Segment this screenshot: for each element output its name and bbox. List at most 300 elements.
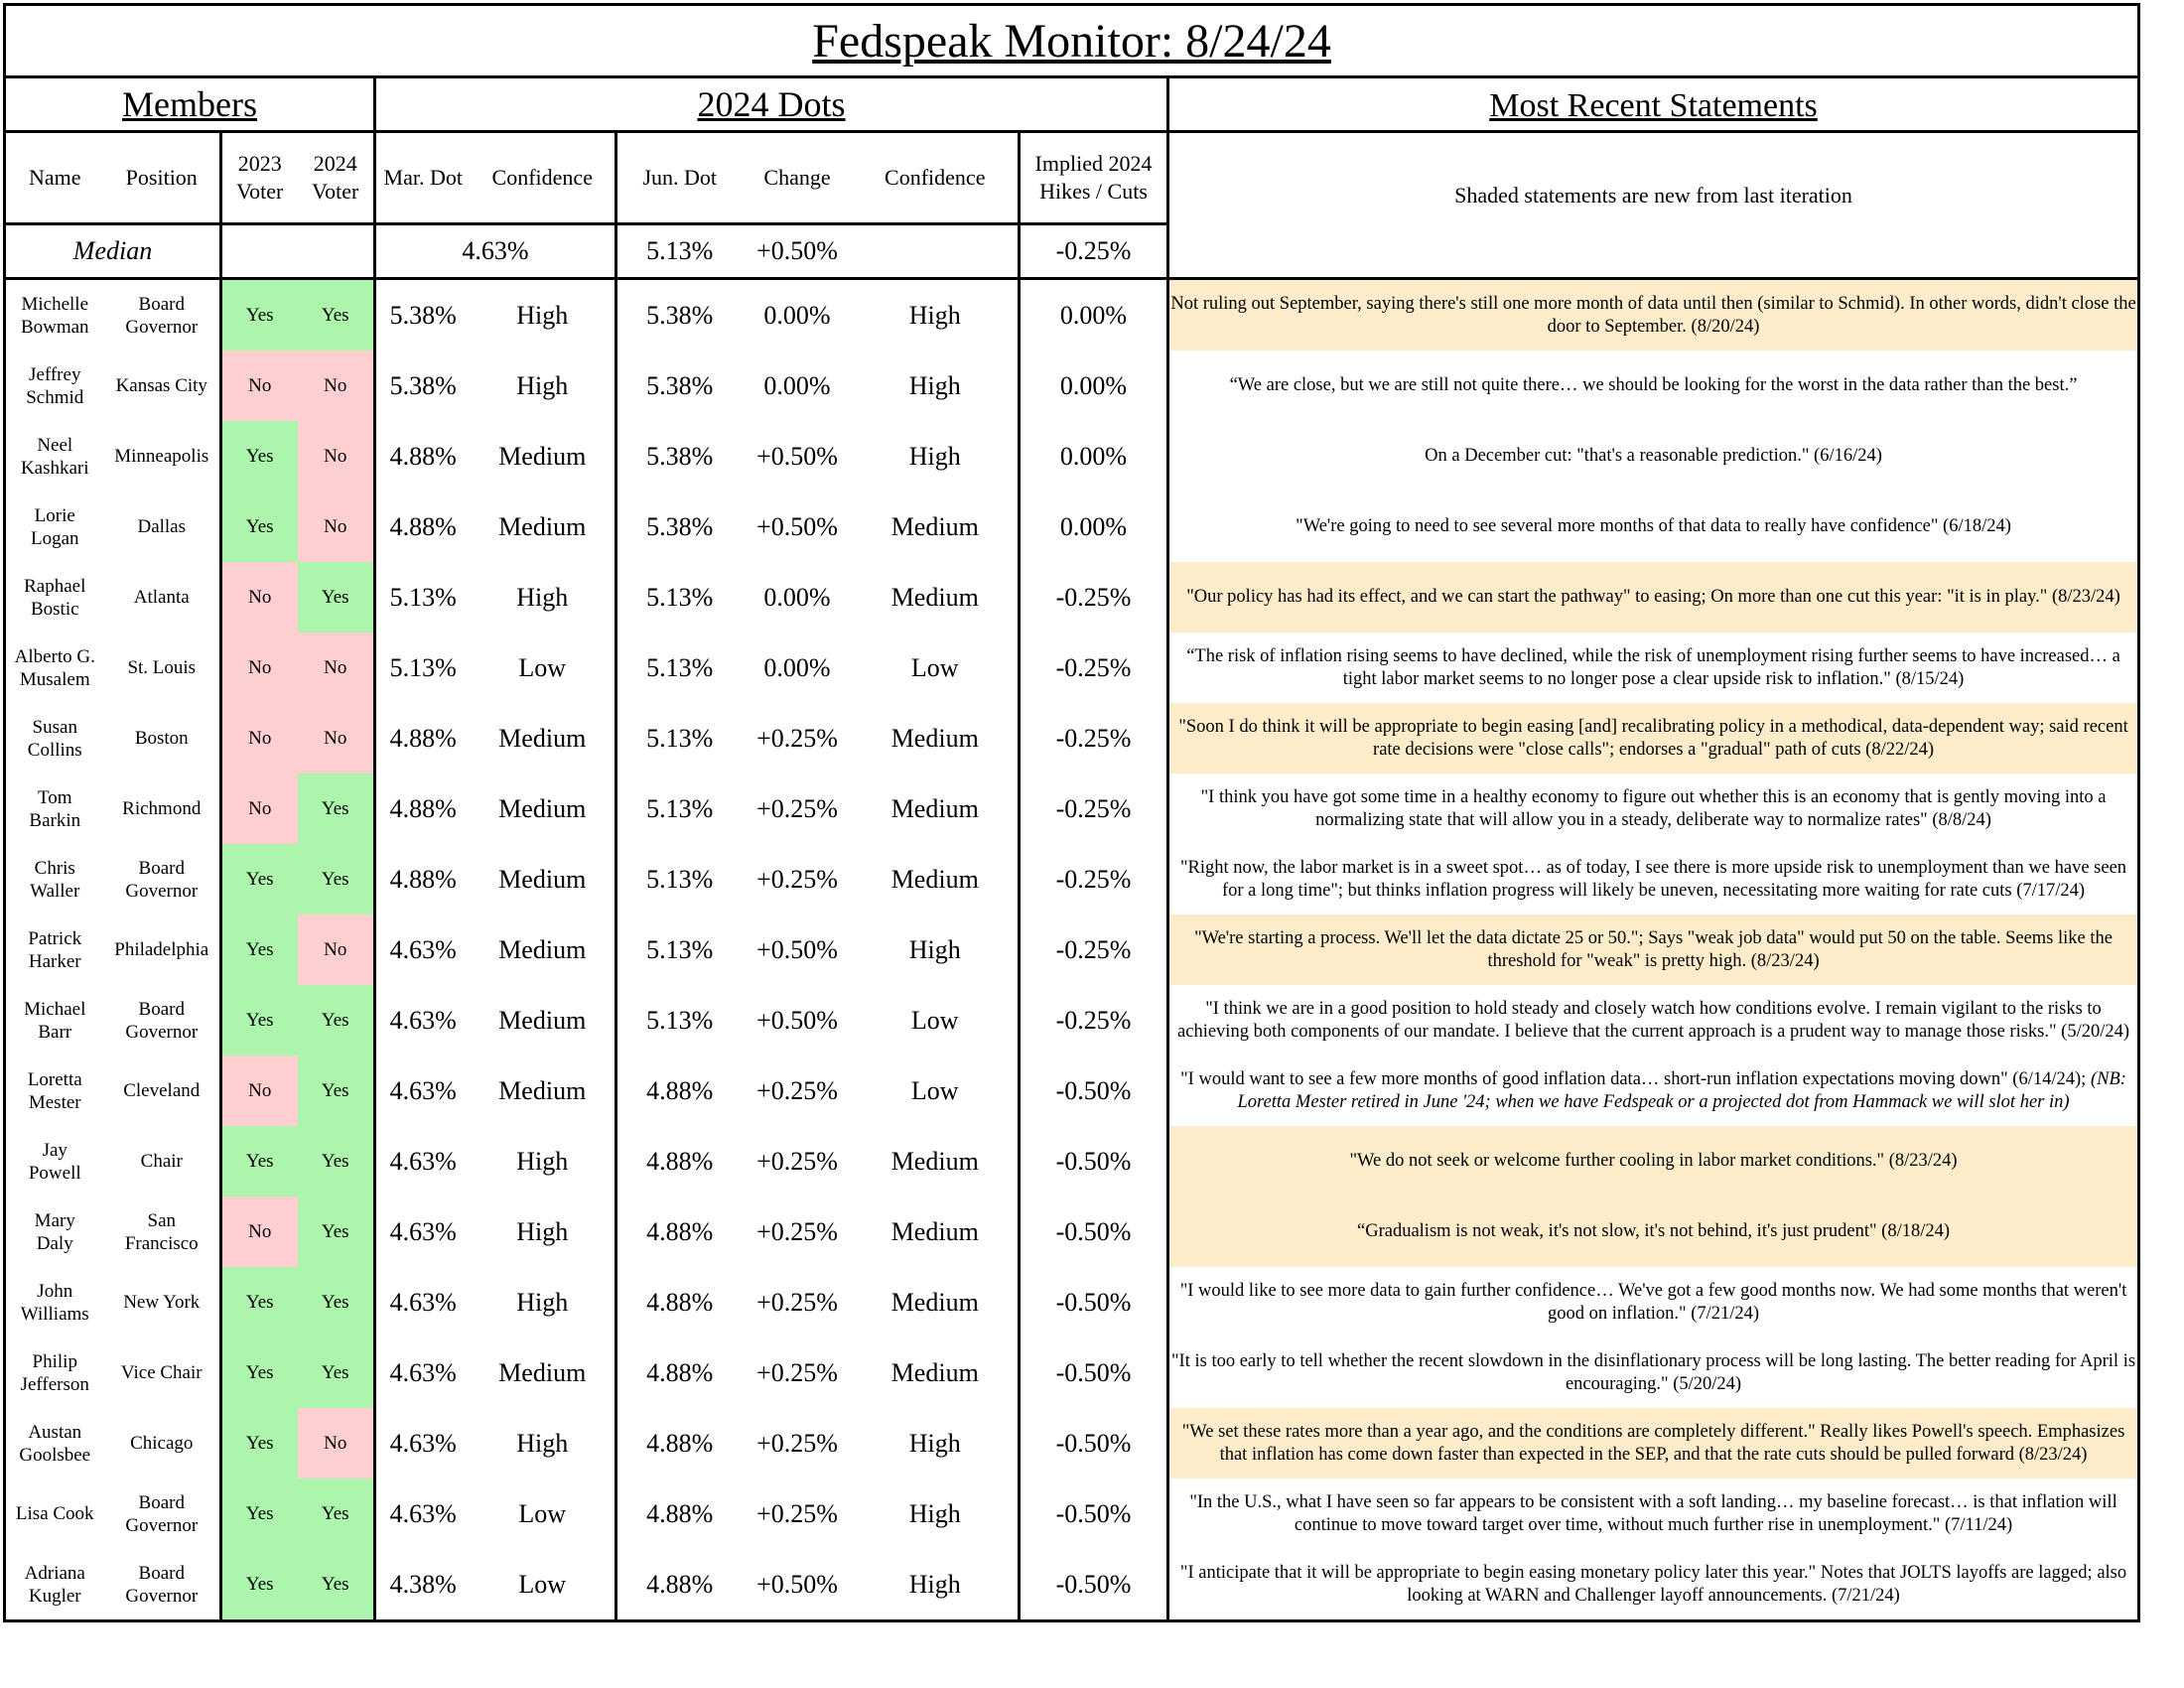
- member-jun-dot: 5.13%: [616, 633, 743, 703]
- member-statement: [1168, 1549, 2139, 1621]
- member-mar-confidence: Low: [471, 633, 616, 703]
- member-statement: [1168, 492, 2139, 562]
- member-position: [104, 844, 221, 914]
- statement-text: "I anticipate that it will be appropriate to begin easing monetary policy later this year." Notes that JOLTS layoffs are lagged; also looking at WARN and Challenger layoff announcements. (7/21/24): [1179, 1562, 2127, 1606]
- member-row: [5, 703, 2139, 774]
- member-2023-voter: No: [221, 703, 298, 774]
- member-jun-dot: 4.88%: [616, 1549, 743, 1621]
- member-jun-dot: 4.88%: [616, 1126, 743, 1196]
- member-2024-voter: No: [298, 492, 375, 562]
- member-2024-voter: No: [298, 703, 375, 774]
- member-position-line: Richmond: [122, 798, 202, 819]
- member-change: +0.25%: [756, 793, 838, 823]
- member-2024-voter: No: [298, 351, 375, 421]
- statement-text: Not ruling out September, saying there's still one more month of data until then (similar to Schmid). In other words, didn't close the door to September. (8/20/24): [1170, 293, 2136, 337]
- member-statement: [1168, 703, 2139, 774]
- member-statement: [1168, 774, 2139, 844]
- member-row: [5, 1267, 2139, 1337]
- member-name-line: Adriana: [24, 1562, 85, 1584]
- member-position-line: Francisco: [124, 1232, 199, 1254]
- member-row: [5, 1055, 2139, 1126]
- member-implied: -0.50%: [1020, 1055, 1168, 1126]
- member-implied: -0.50%: [1020, 1478, 1168, 1549]
- member-implied: -0.25%: [1020, 844, 1168, 914]
- member-2023-voter: Yes: [221, 914, 298, 985]
- member-2023-voter: Yes: [221, 1549, 298, 1621]
- member-change: +0.25%: [756, 723, 838, 753]
- member-row: [5, 492, 2139, 562]
- member-change: +0.50%: [756, 1005, 838, 1035]
- member-2024-voter: No: [298, 914, 375, 985]
- member-jun-confidence: High: [853, 279, 1020, 352]
- member-position-line: Board: [138, 1491, 185, 1513]
- statement-text: "We do not seek or welcome further cooling in labor market conditions." (8/23/24): [1349, 1151, 1958, 1171]
- member-mar-dot: 4.63%: [375, 1196, 471, 1267]
- member-position: [104, 492, 221, 562]
- member-name-line: Daly: [36, 1232, 73, 1254]
- member-change: +0.50%: [756, 441, 838, 471]
- member-2023-voter: Yes: [221, 1337, 298, 1408]
- member-name: [5, 492, 104, 562]
- member-2024-voter: Yes: [298, 279, 375, 352]
- member-position: [104, 351, 221, 421]
- member-implied: -0.25%: [1020, 633, 1168, 703]
- member-2023-voter: No: [221, 1196, 298, 1267]
- member-position-line: Boston: [134, 728, 189, 749]
- member-mar-confidence: High: [471, 279, 616, 352]
- member-position-line: Kansas City: [115, 375, 207, 396]
- statements-note: Shaded statements are new from last iteration: [1168, 132, 2139, 279]
- member-name-line: Mary: [34, 1209, 75, 1231]
- member-jun-confidence: High: [853, 1549, 1020, 1621]
- member-position-line: New York: [123, 1292, 201, 1313]
- header-2023-voter: 2023 Voter: [221, 132, 298, 224]
- member-change: +0.50%: [743, 1549, 853, 1621]
- member-2024-voter: No: [298, 633, 375, 703]
- member-position: [104, 985, 221, 1055]
- member-name-line: Barr: [38, 1021, 72, 1043]
- member-name-line: Bostic: [30, 598, 79, 620]
- member-2023-voter: Yes: [221, 492, 298, 562]
- member-2023-voter: Yes: [221, 844, 298, 914]
- member-2023-voter: Yes: [221, 985, 298, 1055]
- member-jun-confidence: Low: [853, 633, 1020, 703]
- member-implied: -0.50%: [1020, 1337, 1168, 1408]
- member-position-line: Governor: [125, 1514, 199, 1536]
- header-position: Position: [104, 132, 221, 224]
- member-position: [104, 703, 221, 774]
- header-2024-voter: 2024 Voter: [298, 132, 375, 224]
- member-position: [104, 1267, 221, 1337]
- member-row: [5, 351, 2139, 421]
- member-implied: 0.00%: [1020, 492, 1168, 562]
- member-name: [5, 1055, 104, 1126]
- member-change: 0.00%: [763, 582, 831, 612]
- member-rows: [5, 279, 2139, 1621]
- member-position: [104, 421, 221, 492]
- member-position-line: Vice Chair: [120, 1362, 203, 1383]
- member-mar-confidence: Medium: [471, 421, 616, 492]
- member-change: 0.00%: [743, 279, 853, 352]
- member-2024-voter: Yes: [298, 1337, 375, 1408]
- member-position-line: Governor: [125, 880, 199, 902]
- member-implied: 0.00%: [1020, 421, 1168, 492]
- member-name: [5, 1196, 104, 1267]
- member-2023-voter: No: [221, 633, 298, 703]
- member-mar-dot: 5.38%: [375, 351, 471, 421]
- member-jun-confidence: Medium: [853, 1337, 1020, 1408]
- member-2024-voter: Yes: [298, 562, 375, 633]
- statement-text: "We're starting a process. We'll let the data dictate 25 or 50."; Says "weak job data" would put 50 on the table. Seems like the threshold for "weak" is pretty high. (8/23/24): [1194, 927, 2113, 971]
- header-implied: Implied 2024 Hikes / Cuts: [1020, 132, 1168, 224]
- member-position-line: Cleveland: [123, 1080, 201, 1101]
- member-statement: [1168, 1126, 2139, 1196]
- member-jun-confidence: High: [853, 1478, 1020, 1549]
- median-label: Median: [5, 224, 221, 279]
- member-name: [5, 421, 104, 492]
- member-implied: 0.00%: [1020, 279, 1168, 352]
- median-change: +0.50%: [743, 224, 853, 279]
- member-jun-dot: 5.13%: [616, 844, 743, 914]
- member-position: [104, 1408, 221, 1478]
- statement-text: "I would like to see more data to gain further confidence… We've got a few good months now. We had some months that weren't good on inflation." (7/21/24): [1179, 1280, 2127, 1324]
- member-change: +0.25%: [756, 1216, 838, 1246]
- member-mar-confidence: Medium: [471, 985, 616, 1055]
- header-change: Change: [743, 132, 853, 224]
- member-mar-confidence: Medium: [471, 844, 616, 914]
- member-2023-voter: No: [221, 351, 298, 421]
- member-name: [5, 1337, 104, 1408]
- member-2023-voter: Yes: [221, 1267, 298, 1337]
- member-position-line: Governor: [125, 1021, 199, 1043]
- member-2024-voter: Yes: [298, 1549, 375, 1621]
- member-name-line: Collins: [27, 739, 82, 761]
- member-jun-dot: 5.13%: [616, 562, 743, 633]
- member-mar-confidence: Medium: [471, 1055, 616, 1126]
- member-name-line: Neel: [37, 434, 73, 456]
- header-mar-dot: Mar. Dot: [375, 132, 471, 224]
- member-2024-voter: No: [298, 421, 375, 492]
- member-name-line: Philip: [32, 1350, 77, 1372]
- member-position: [104, 633, 221, 703]
- member-position: [104, 1055, 221, 1126]
- member-implied: -0.25%: [1020, 703, 1168, 774]
- member-2024-voter: No: [298, 1408, 375, 1478]
- member-position: [104, 914, 221, 985]
- member-jun-dot: 5.38%: [616, 421, 743, 492]
- member-mar-confidence: High: [471, 1196, 616, 1267]
- member-row: [5, 562, 2139, 633]
- fedspeak-monitor: [3, 3, 2137, 1681]
- member-mar-dot: 5.13%: [375, 633, 471, 703]
- member-implied: 0.00%: [1020, 351, 1168, 421]
- member-2023-voter: Yes: [221, 279, 298, 352]
- member-position: [104, 1126, 221, 1196]
- member-position-line: Minneapolis: [114, 446, 209, 467]
- member-jun-confidence: Low: [853, 985, 1020, 1055]
- member-mar-confidence: Medium: [471, 703, 616, 774]
- member-jun-dot: 4.88%: [616, 1408, 743, 1478]
- member-position: [104, 774, 221, 844]
- member-position-line: Board: [138, 293, 185, 315]
- member-mar-dot: 4.88%: [375, 492, 471, 562]
- member-mar-dot: 4.63%: [375, 1408, 471, 1478]
- member-row: [5, 1126, 2139, 1196]
- statement-text: On a December cut: "that's a reasonable prediction." (6/16/24): [1425, 446, 1882, 466]
- member-row: [5, 1478, 2139, 1549]
- member-position-line: Atlanta: [133, 587, 190, 608]
- member-name-line: Raphael: [24, 575, 86, 597]
- member-jun-dot: 4.88%: [616, 1478, 743, 1549]
- member-name-line: Williams: [20, 1303, 89, 1325]
- member-mar-confidence: Medium: [471, 914, 616, 985]
- member-change: +0.25%: [756, 1428, 838, 1458]
- member-name-line: Austan: [28, 1421, 82, 1443]
- statement-text: "It is too early to tell whether the recent slowdown in the disinflationary process will be long lasting. The better reading for April is encouraging." (5/20/24): [1171, 1350, 2136, 1394]
- statement-text: “The risk of inflation rising seems to have declined, while the risk of unemployment rising further seems to have increased… a tight labor market seems to no longer pose a clear upside risk to inflation." (8/15/24): [1186, 645, 2120, 689]
- statement-text: "I would want to see a few more months of good inflation data… short-run inflation expectations moving down" (6/14/24);: [1180, 1068, 2091, 1089]
- member-statement: [1168, 633, 2139, 703]
- member-name-line: Mester: [28, 1091, 81, 1113]
- member-name: [5, 633, 104, 703]
- header-jun-confidence: Confidence: [853, 132, 1020, 224]
- member-position-line: Philadelphia: [114, 939, 209, 960]
- member-name: [5, 914, 104, 985]
- member-statement: [1168, 421, 2139, 492]
- header-jun-dot: Jun. Dot: [616, 132, 743, 224]
- member-implied: -0.50%: [1020, 1126, 1168, 1196]
- member-mar-dot: 4.88%: [375, 421, 471, 492]
- member-mar-dot: 5.13%: [375, 562, 471, 633]
- member-row: [5, 774, 2139, 844]
- member-2024-voter: Yes: [298, 844, 375, 914]
- member-2023-voter: Yes: [221, 1126, 298, 1196]
- member-jun-confidence: Medium: [853, 844, 1020, 914]
- member-mar-confidence: High: [471, 1126, 616, 1196]
- member-name-line: Loretta: [27, 1068, 82, 1090]
- member-2024-voter: Yes: [298, 774, 375, 844]
- member-row: [5, 844, 2139, 914]
- member-name: [5, 562, 104, 633]
- member-jun-dot: 4.88%: [616, 1267, 743, 1337]
- member-position-line: San: [147, 1209, 176, 1231]
- member-name-line: Goolsbee: [19, 1444, 91, 1466]
- member-change: +0.50%: [756, 934, 838, 964]
- page-title: Fedspeak Monitor: 8/24/24: [5, 5, 2139, 77]
- member-statement: [1168, 1055, 2139, 1126]
- member-position-line: Governor: [125, 1585, 199, 1607]
- member-change: +0.25%: [756, 1357, 838, 1387]
- member-mar-confidence: High: [471, 351, 616, 421]
- member-change: +0.25%: [756, 1498, 838, 1528]
- member-jun-confidence: Medium: [853, 562, 1020, 633]
- section-members: Members: [5, 77, 375, 132]
- member-jun-confidence: High: [853, 421, 1020, 492]
- member-name-line: Barkin: [29, 809, 81, 831]
- member-name: [5, 1126, 104, 1196]
- member-mar-dot: 4.63%: [375, 1478, 471, 1549]
- member-jun-confidence: Medium: [853, 1196, 1020, 1267]
- member-name-line: Kugler: [28, 1585, 81, 1607]
- member-name-line: Harker: [28, 950, 81, 972]
- member-name-line: Michael: [24, 998, 86, 1020]
- member-statement: [1168, 914, 2139, 985]
- member-position-line: Dallas: [137, 516, 187, 537]
- median-implied: -0.25%: [1020, 224, 1168, 279]
- statement-text: "We're going to need to see several more months of that data to really have confidence" (6/18/24): [1296, 516, 2011, 536]
- statement-note: (NB: Loretta Mester retired in June '24; when we have Fedspeak or a projected dot from Hammack we will slot her in): [1237, 1068, 2126, 1112]
- member-statement: [1168, 562, 2139, 633]
- member-change: +0.25%: [756, 1146, 838, 1176]
- member-name-line: Kashkari: [20, 457, 89, 479]
- member-jun-dot: 5.38%: [616, 492, 743, 562]
- member-row: [5, 985, 2139, 1055]
- member-name-line: Chris: [34, 857, 75, 879]
- member-2023-voter: No: [221, 562, 298, 633]
- member-statement: [1168, 1267, 2139, 1337]
- member-name-line: Logan: [30, 527, 79, 549]
- member-mar-dot: 4.63%: [375, 1337, 471, 1408]
- member-implied: -0.25%: [1020, 774, 1168, 844]
- member-jun-confidence: Low: [853, 1055, 1020, 1126]
- member-position-line: Chicago: [130, 1433, 194, 1454]
- median-jun-dot: 5.13%: [616, 224, 743, 279]
- member-jun-confidence: Medium: [853, 774, 1020, 844]
- member-row: [5, 1196, 2139, 1267]
- member-mar-dot: 4.63%: [375, 1055, 471, 1126]
- member-implied: -0.50%: [1020, 1549, 1168, 1621]
- section-statements: Most Recent Statements: [1168, 77, 2139, 132]
- member-2024-voter: Yes: [298, 985, 375, 1055]
- member-row: [5, 1337, 2139, 1408]
- member-position-line: Board: [138, 857, 185, 879]
- member-position: [104, 1478, 221, 1549]
- member-name-line: Alberto G.: [14, 645, 95, 667]
- statement-text: "Our policy has had its effect, and we can start the pathway" to easing; On more than one cut this year: "it is in play." (8/23/24): [1186, 587, 2120, 607]
- member-row: [5, 421, 2139, 492]
- member-mar-dot: 4.63%: [375, 914, 471, 985]
- member-name-line: Lorie: [34, 504, 75, 526]
- member-jun-dot: 5.13%: [616, 914, 743, 985]
- member-mar-dot: 4.88%: [375, 844, 471, 914]
- member-row: [5, 633, 2139, 703]
- median-mar-dot: 4.63%: [375, 224, 616, 279]
- member-name-line: Jefferson: [20, 1373, 89, 1395]
- member-implied: -0.25%: [1020, 562, 1168, 633]
- member-position-line: Governor: [125, 316, 199, 338]
- member-name-line: Bowman: [20, 316, 89, 338]
- member-row: [5, 914, 2139, 985]
- statement-text: "I think we are in a good position to hold steady and closely watch how conditions evolve. I remain vigilant to the risks to achieving both components of our mandate. I believe that the current approach is a prudent way to manage those risks." (5/20/24): [1177, 998, 2130, 1042]
- member-implied: -0.50%: [1020, 1408, 1168, 1478]
- member-statement: [1168, 1478, 2139, 1549]
- member-jun-dot: 4.88%: [616, 1337, 743, 1408]
- member-2023-voter: Yes: [221, 1408, 298, 1478]
- statement-text: "Right now, the labor market is in a sweet spot… as of today, I see there is more upside risk to unemployment than we have seen for a long time"; but thinks inflation progress will likely be uneven, necessitating more waiting for rate cuts (7/17/24): [1179, 857, 2127, 901]
- statement-text: "We set these rates more than a year ago, and the conditions are completely different." Really likes Powell's speech. Emphasizes that inflation has come down faster than expected in the SEP, and that the rate cuts should be pulled forward (8/23/24): [1181, 1421, 2125, 1465]
- statement-text: "Soon I do think it will be appropriate to begin easing [and] recalibrating policy in a methodical, data-dependent way; said recent rate decisions were "close calls"; endorses a "gradual" path of cuts (8/22/24): [1178, 716, 2128, 760]
- member-name-line: Jeffrey: [29, 363, 81, 385]
- header-mar-confidence: Confidence: [471, 132, 616, 224]
- member-jun-confidence: Medium: [853, 1267, 1020, 1337]
- member-change: 0.00%: [763, 652, 831, 682]
- member-mar-confidence: Medium: [471, 774, 616, 844]
- member-implied: -0.25%: [1020, 985, 1168, 1055]
- member-change: +0.50%: [756, 511, 838, 541]
- member-name-line: Schmid: [26, 386, 84, 408]
- member-name-line: John: [37, 1280, 73, 1302]
- member-name: [5, 1549, 104, 1621]
- header-name: Name: [5, 132, 104, 224]
- statement-text: “Gradualism is not weak, it's not slow, it's not behind, it's just prudent" (8/18/24): [1357, 1221, 1951, 1241]
- member-implied: -0.50%: [1020, 1196, 1168, 1267]
- member-name: [5, 844, 104, 914]
- member-implied: -0.50%: [1020, 1267, 1168, 1337]
- member-name-line: Jay: [42, 1139, 68, 1161]
- member-position: [104, 562, 221, 633]
- member-2023-voter: Yes: [221, 1478, 298, 1549]
- member-mar-dot: 4.38%: [375, 1549, 471, 1621]
- member-statement: [1168, 1196, 2139, 1267]
- member-2024-voter: Yes: [298, 1196, 375, 1267]
- member-mar-dot: 4.88%: [375, 703, 471, 774]
- member-jun-confidence: High: [853, 1408, 1020, 1478]
- member-mar-confidence: High: [471, 562, 616, 633]
- member-statement: [1168, 351, 2139, 421]
- member-name: [5, 279, 104, 352]
- member-position-line: Board: [138, 998, 185, 1020]
- member-jun-dot: 5.13%: [616, 703, 743, 774]
- member-jun-dot: 5.38%: [616, 351, 743, 421]
- member-change: +0.25%: [756, 1287, 838, 1317]
- member-mar-confidence: High: [471, 1408, 616, 1478]
- member-statement: [1168, 279, 2139, 352]
- member-position: [104, 1196, 221, 1267]
- member-jun-dot: 4.88%: [616, 1196, 743, 1267]
- statement-text: "I think you have got some time in a healthy economy to figure out whether this is an economy that is gently moving into a normalizing state that will allow you in a steady, deliberate way to normalize rates" (8/8/24): [1200, 786, 2107, 830]
- member-name-line: Patrick: [28, 927, 82, 949]
- member-jun-confidence: High: [853, 351, 1020, 421]
- statement-text: “We are close, but we are still not quite there… we should be looking for the worst in the data rather than the best.”: [1229, 375, 2078, 395]
- member-mar-confidence: Low: [471, 1549, 616, 1621]
- member-position: [104, 279, 221, 352]
- member-2023-voter: Yes: [221, 421, 298, 492]
- member-name: [5, 1478, 104, 1549]
- member-position-line: Chair: [140, 1151, 183, 1172]
- median-voter-blank: [221, 224, 375, 279]
- member-implied: -0.25%: [1020, 914, 1168, 985]
- member-name-line: Michelle: [21, 293, 89, 315]
- monitor-table: [3, 3, 2140, 1622]
- member-jun-confidence: Medium: [853, 1126, 1020, 1196]
- member-statement: [1168, 1408, 2139, 1478]
- member-name: [5, 351, 104, 421]
- member-name-line: Lisa Cook: [15, 1503, 94, 1524]
- member-position: [104, 1549, 221, 1621]
- member-2024-voter: Yes: [298, 1126, 375, 1196]
- member-jun-dot: 5.38%: [616, 279, 743, 352]
- member-row: [5, 1408, 2139, 1478]
- section-dots: 2024 Dots: [375, 77, 1168, 132]
- member-jun-dot: 5.13%: [616, 985, 743, 1055]
- member-jun-dot: 5.13%: [616, 774, 743, 844]
- member-name: [5, 1267, 104, 1337]
- member-position: [104, 1337, 221, 1408]
- member-2023-voter: No: [221, 1055, 298, 1126]
- member-change: +0.25%: [756, 1075, 838, 1105]
- member-statement: [1168, 844, 2139, 914]
- member-mar-dot: 4.88%: [375, 774, 471, 844]
